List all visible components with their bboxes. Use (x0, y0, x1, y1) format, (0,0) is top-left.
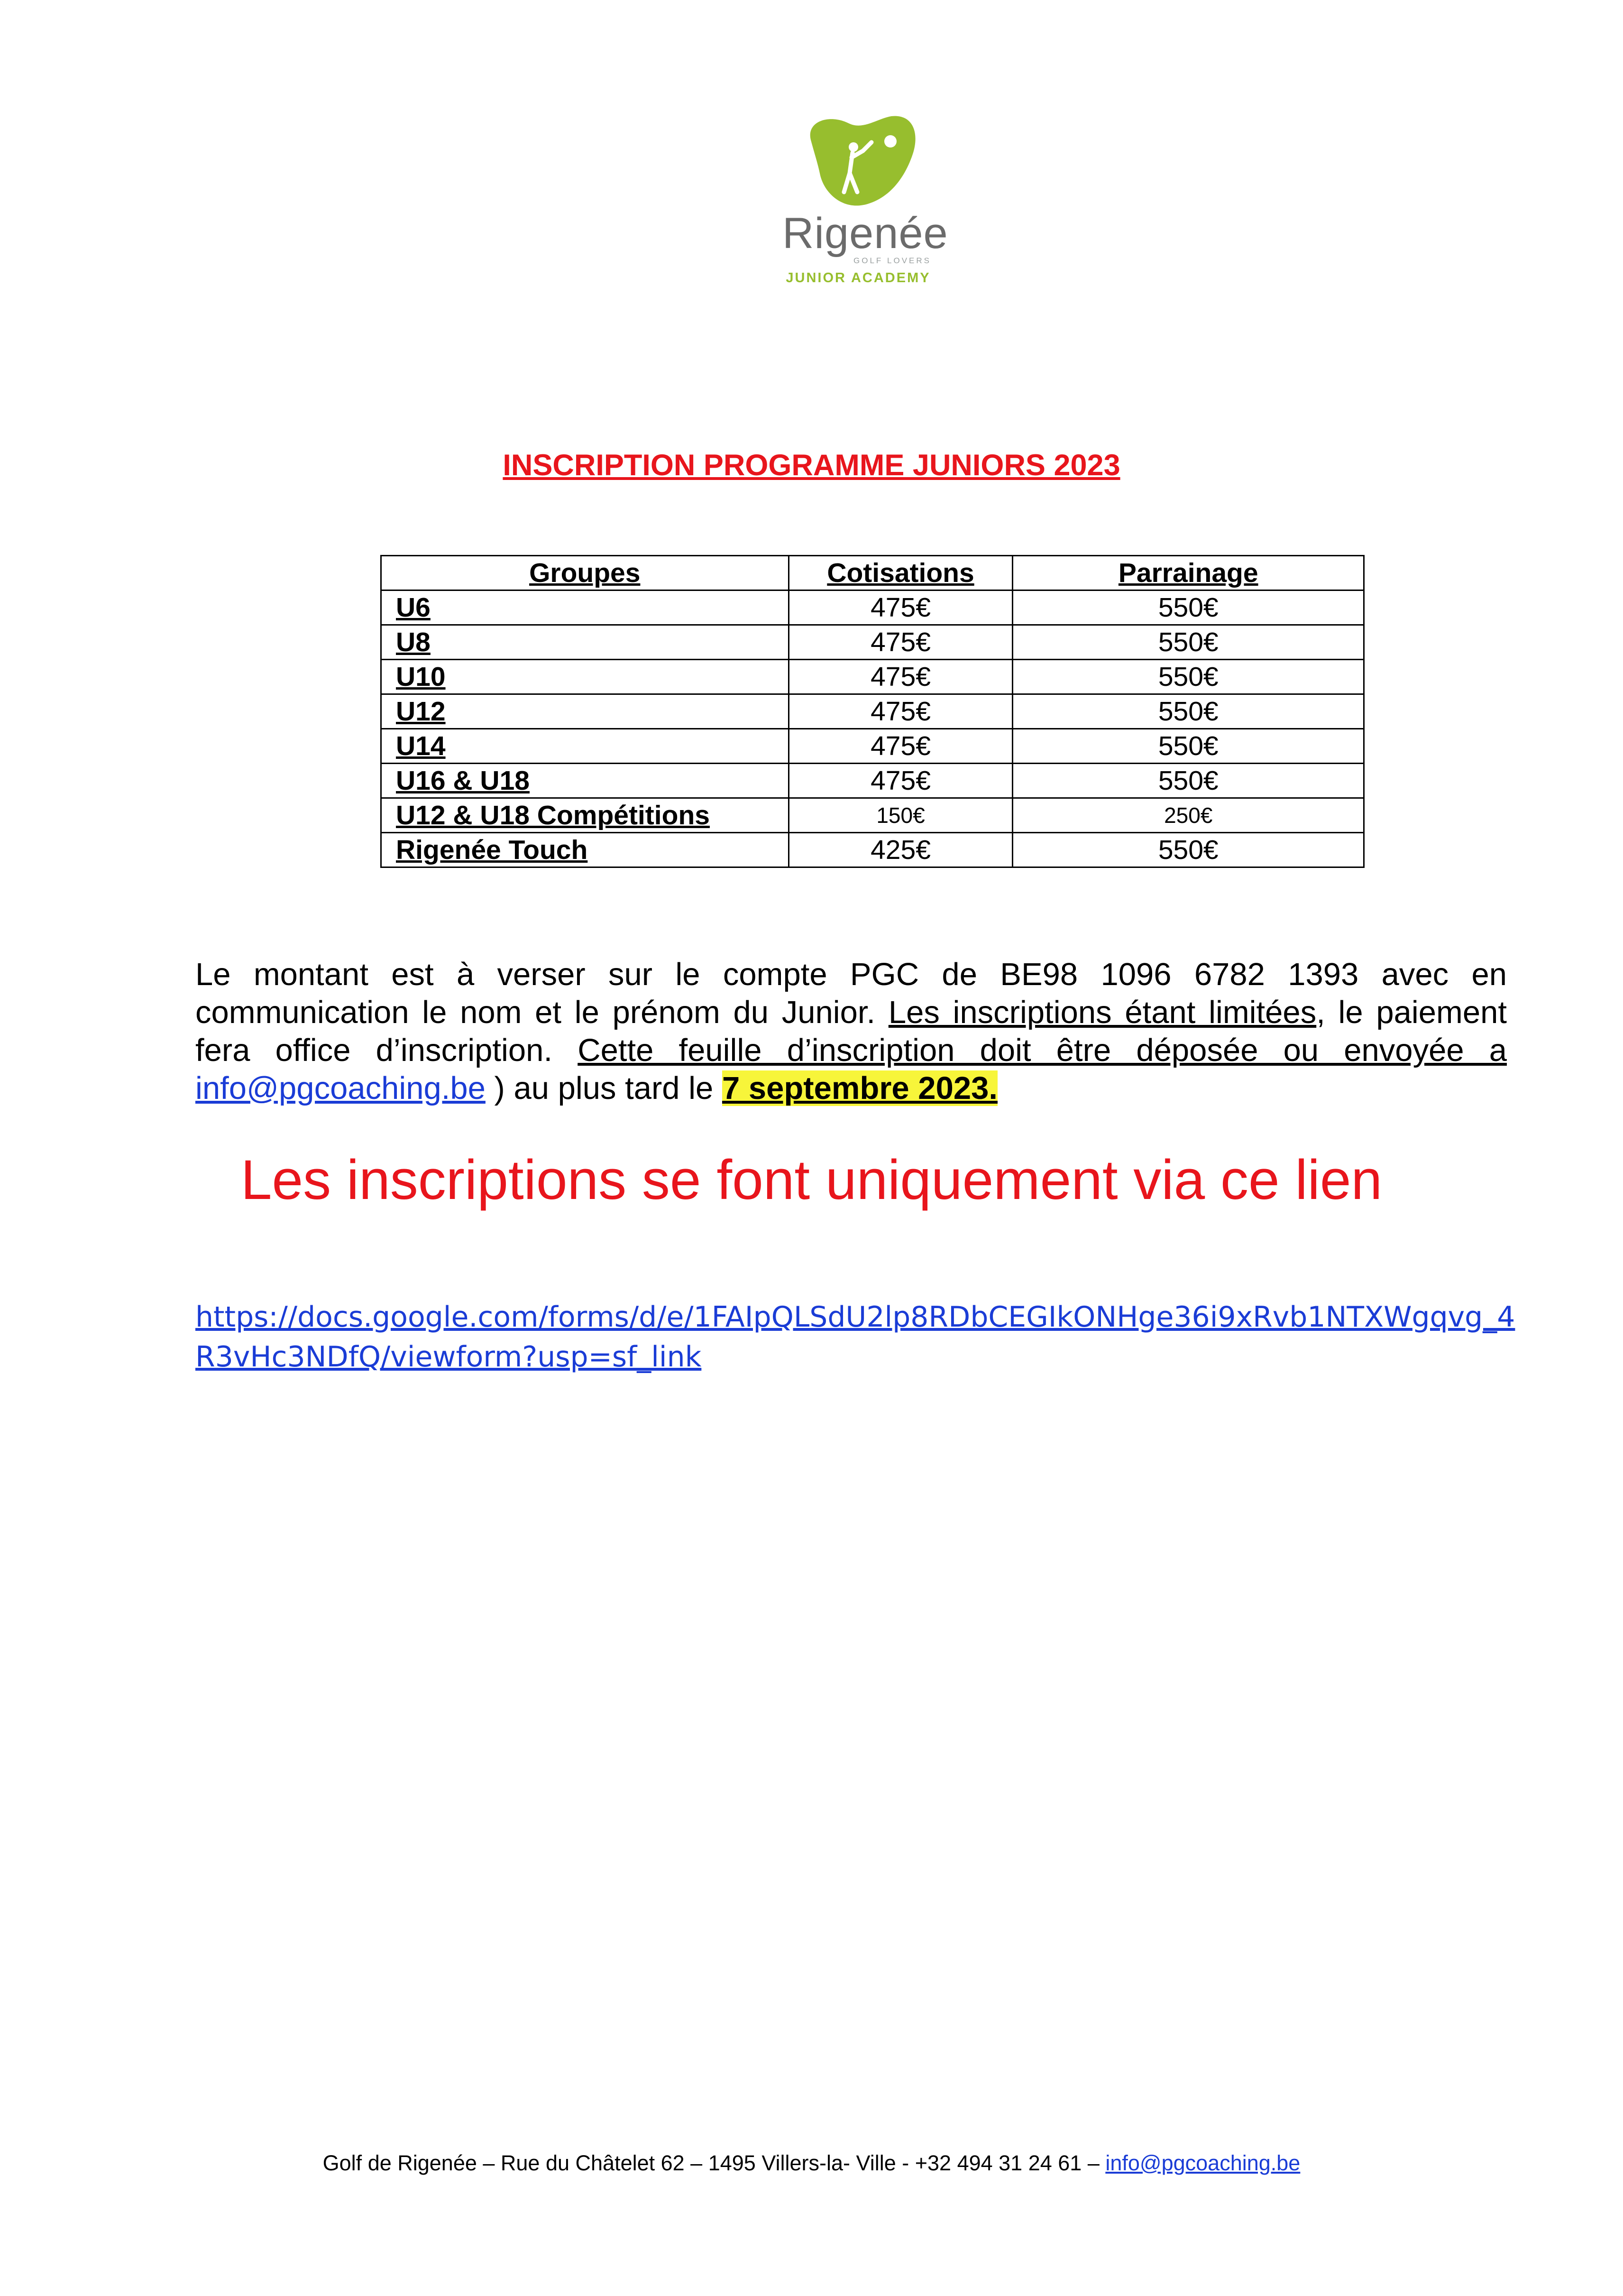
cotisation-cell: 150€ (789, 798, 1013, 833)
parrainage-cell: 550€ (1013, 660, 1364, 694)
logo-name: Rigenée (782, 209, 948, 258)
header-parrainage: Parrainage (1013, 556, 1364, 590)
parrainage-cell: 250€ (1013, 798, 1364, 833)
parrainage-cell: 550€ (1013, 764, 1364, 798)
registration-note: Les inscriptions se font uniquement via ce lien (240, 1149, 1383, 1211)
header-cotisations: Cotisations (789, 556, 1013, 590)
rigenee-logo (782, 114, 948, 294)
group-cell: U6 (381, 590, 789, 625)
table-row (381, 625, 1364, 660)
footer-email-link[interactable]: info@pgcoaching.be (1105, 2151, 1301, 2175)
table-row (381, 833, 1364, 867)
table-row (381, 729, 1364, 764)
group-cell: U14 (381, 729, 789, 764)
cotisation-cell: 475€ (789, 694, 1013, 729)
deadline-highlight: 7 septembre 2023. (722, 1070, 998, 1106)
group-cell: U16 & U18 (381, 764, 789, 798)
group-cell: U8 (381, 625, 789, 660)
table-row (381, 590, 1364, 625)
group-cell: U12 & U18 Compétitions (381, 798, 789, 833)
table-header-row (381, 556, 1364, 590)
instructions-text-3: ) au plus tard le (485, 1070, 722, 1106)
group-cell: U10 (381, 660, 789, 694)
page-footer (0, 2151, 1623, 2176)
cotisation-cell: 425€ (789, 833, 1013, 867)
table-row (381, 694, 1364, 729)
cotisation-cell: 475€ (789, 729, 1013, 764)
logo-tagline: GOLF LOVERS (853, 256, 931, 265)
page-title: INSCRIPTION PROGRAMME JUNIORS 2023 (503, 449, 1120, 482)
table-row (381, 660, 1364, 694)
cotisation-cell: 475€ (789, 764, 1013, 798)
parrainage-cell: 550€ (1013, 625, 1364, 660)
parrainage-cell: 550€ (1013, 694, 1364, 729)
golfer-blob-icon (797, 114, 920, 209)
group-cell: Rigenée Touch (381, 833, 789, 867)
logo-subtitle: JUNIOR ACADEMY (786, 270, 931, 286)
cotisation-cell: 475€ (789, 590, 1013, 625)
instructions-text-1: Le montant est à verser sur le compte PGC de BE98 1096 6782 1393 avec en communication le nom et le prénom du Junior. (195, 957, 1507, 1030)
table-row (381, 764, 1364, 798)
parrainage-cell: 550€ (1013, 590, 1364, 625)
group-cell: U12 (381, 694, 789, 729)
cotisation-cell: 475€ (789, 660, 1013, 694)
form-link[interactable]: https://docs.google.com/forms/d/e/1FAIpQLSdU2lp8RDbCEGIkONHge36i9xRvb1NTXWgqvg_4R3vHc3NDfQ/viewform?usp=sf_link (195, 1300, 1515, 1374)
footer-address: Golf de Rigenée – Rue du Châtelet 62 – 1495 Villers-la- Ville - +32 494 31 24 61 – (322, 2151, 1106, 2175)
cotisation-cell: 475€ (789, 625, 1013, 660)
fees-table (380, 555, 1365, 868)
payment-instructions (195, 956, 1507, 1107)
instructions-deposit-text: Cette feuille d’inscription doit être déposée ou envoyée a (578, 1033, 1507, 1068)
parrainage-cell: 550€ (1013, 833, 1364, 867)
instructions-text-2: , le paiement fera office d’inscription. (195, 995, 1507, 1068)
parrainage-cell: 550€ (1013, 729, 1364, 764)
table-row (381, 798, 1364, 833)
instructions-limited-text: Les inscriptions étant limitées (888, 995, 1317, 1030)
header-groupes: Groupes (381, 556, 789, 590)
email-link[interactable]: info@pgcoaching.be (195, 1070, 486, 1106)
